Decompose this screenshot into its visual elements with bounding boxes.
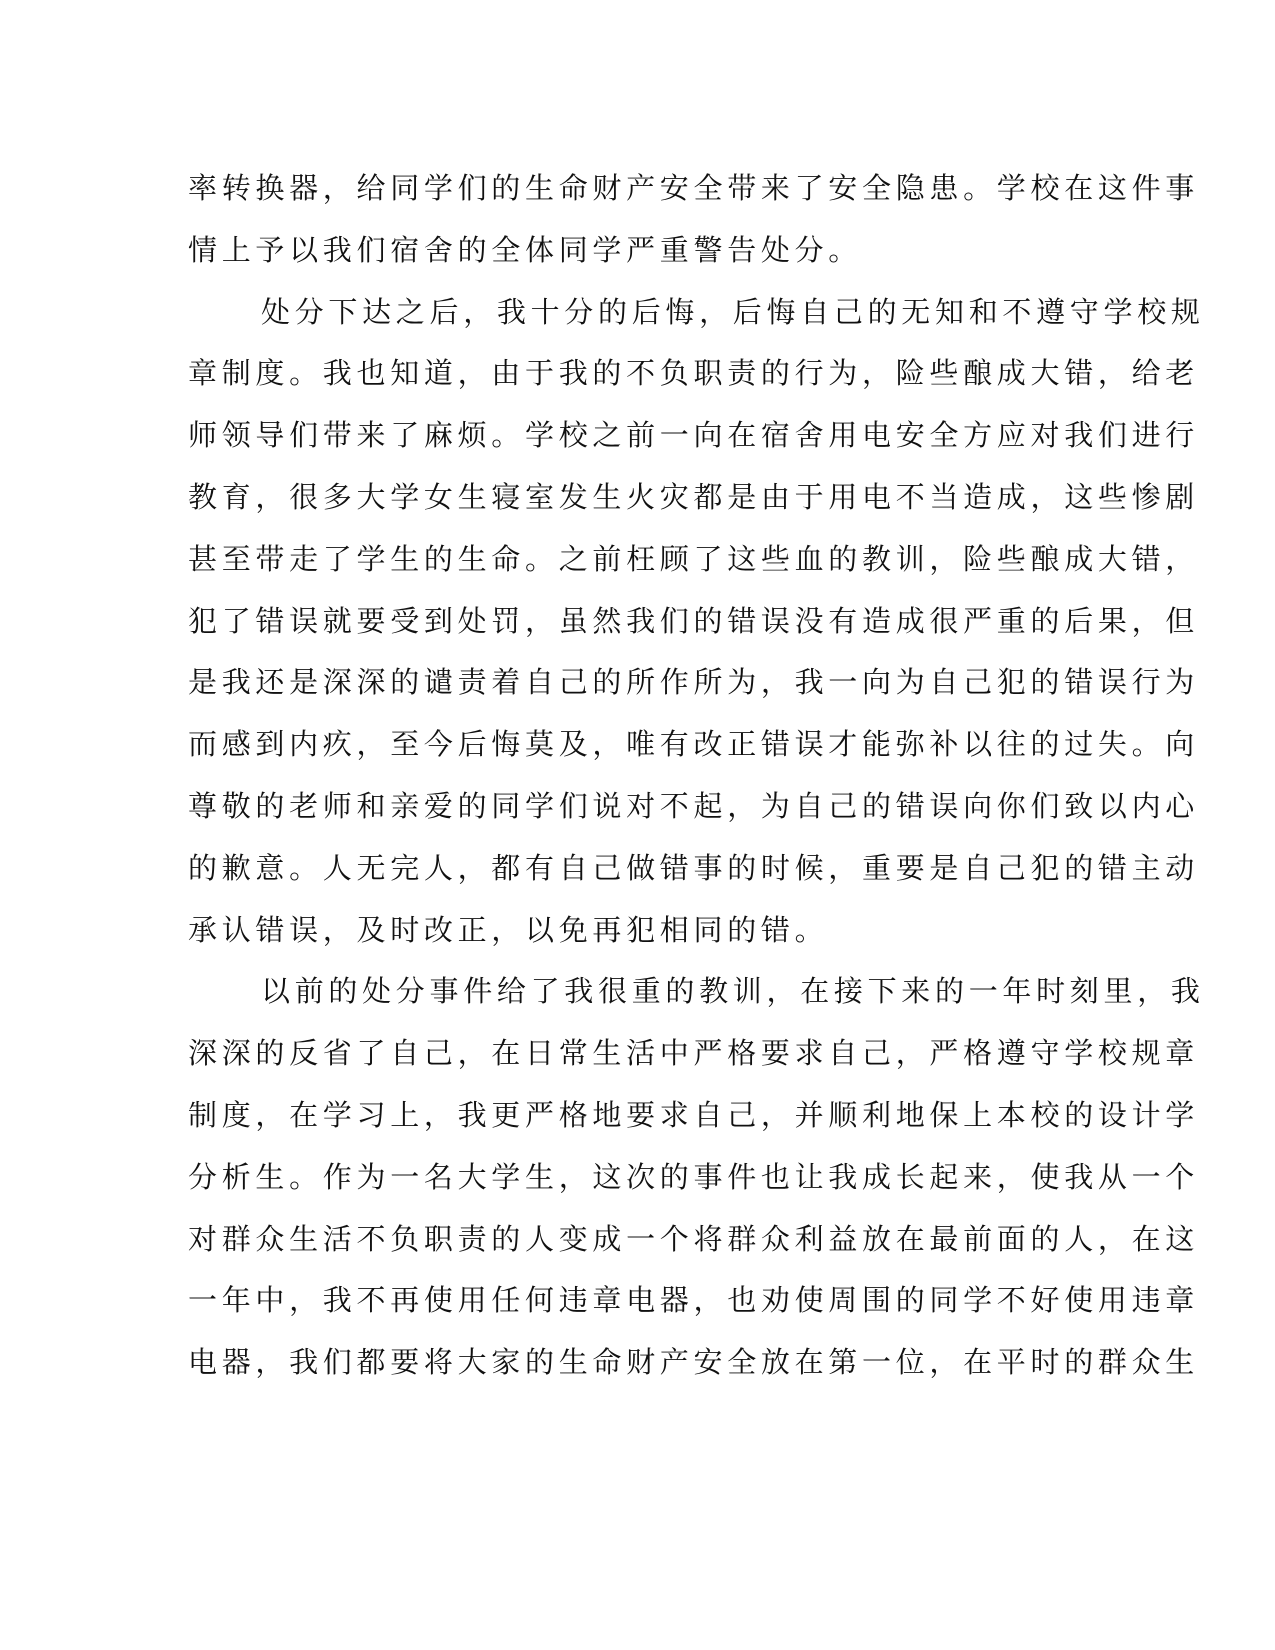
text-line: 尊敬的老师和亲爱的同学们说对不起，为自己的错误向你们致以内心 [188, 788, 1200, 823]
text-line: 对群众生活不负职责的人变成一个将群众利益放在最前面的人，在这 [188, 1221, 1200, 1256]
text-line: 深深的反省了自己，在日常生活中严格要求自己，严格遵守学校规章 [188, 1036, 1200, 1071]
paragraph-first-line: 处分下达之后，我十分的后悔，后悔自己的无知和不遵守学校规 [261, 294, 1205, 329]
text-line: 承认错误，及时改正，以免再犯相同的错。 [188, 912, 829, 947]
text-line: 犯了错误就要受到处罚，虽然我们的错误没有造成很严重的后果，但 [188, 603, 1200, 638]
text-line: 制度，在学习上，我更严格地要求自己，并顺利地保上本校的设计学 [188, 1097, 1200, 1132]
text-line: 率转换器，给同学们的生命财产安全带来了安全隐患。学校在这件事 [188, 171, 1200, 205]
text-line: 而感到内疚，至今后悔莫及，唯有改正错误才能弥补以往的过失。向 [188, 727, 1200, 762]
document-body [188, 158, 1205, 1394]
text-line: 一年中，我不再使用任何违章电器，也劝使周围的同学不好使用违章 [188, 1283, 1200, 1318]
text-line: 的歉意。人无完人，都有自己做错事的时候，重要是自己犯的错主动 [188, 850, 1200, 885]
text-line: 章制度。我也知道，由于我的不负职责的行为，险些酿成大错，给老 [188, 356, 1200, 391]
text-line: 情上予以我们宿舍的全体同学严重警告处分。 [188, 232, 863, 267]
text-line: 师领导们带来了麻烦。学校之前一向在宿舍用电安全方应对我们进行 [188, 418, 1200, 453]
paragraph-first-line: 以前的处分事件给了我很重的教训，在接下来的一年时刻里，我 [261, 974, 1205, 1009]
text-line: 甚至带走了学生的生命。之前枉顾了这些血的教训，险些酿成大错， [188, 541, 1200, 576]
text-line: 教育，很多大学女生寝室发生火灾都是由于用电不当造成，这些惨剧 [188, 479, 1200, 514]
text-line: 电器，我们都要将大家的生命财产安全放在第一位，在平时的群众生 [188, 1345, 1200, 1380]
text-line: 是我还是深深的谴责着自己的所作所为，我一向为自己犯的错误行为 [188, 665, 1200, 700]
text-line: 分析生。作为一名大学生，这次的事件也让我成长起来，使我从一个 [188, 1159, 1200, 1194]
